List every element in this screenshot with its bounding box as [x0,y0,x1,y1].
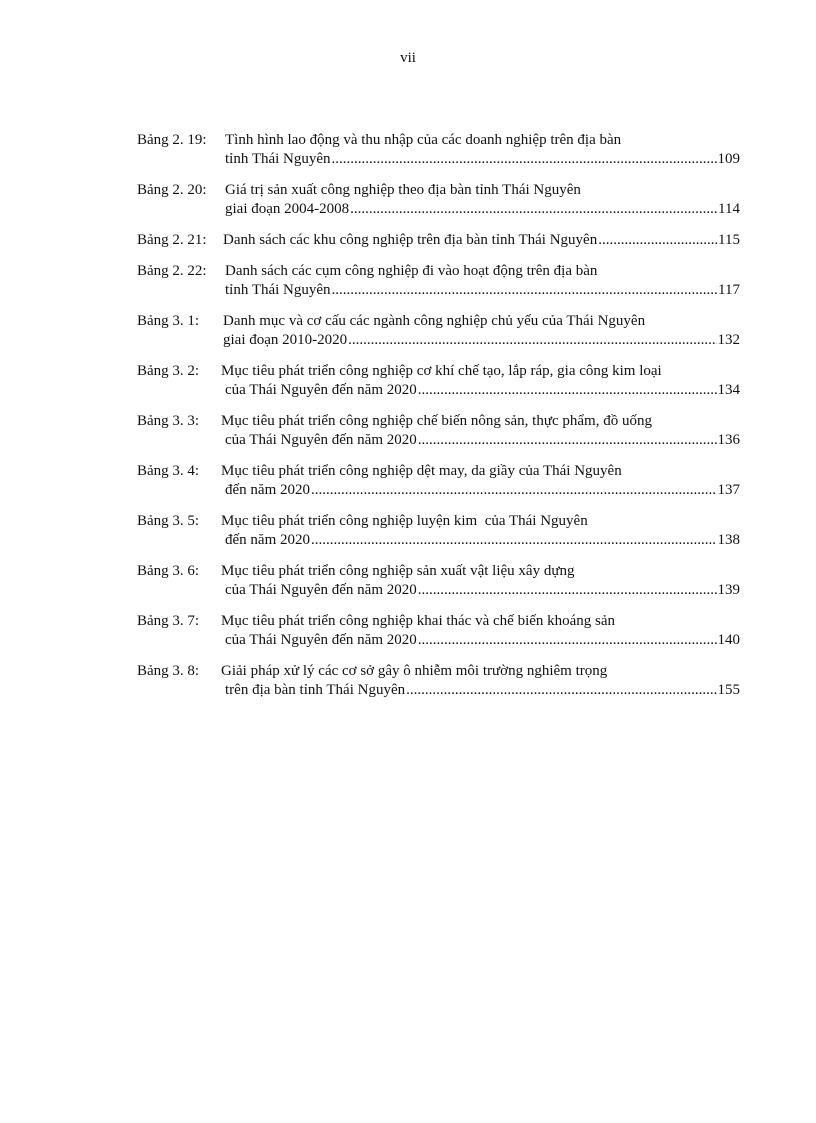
toc-entry[interactable] [137,412,740,450]
entry-title: Mục tiêu phát triển công nghiệp sản xuất vật liệu xây dựng [221,563,575,579]
dot-leader [598,231,717,250]
entry-page-number: 117 [718,282,740,298]
entry-label: Bảng 3. 3: [137,413,200,429]
entry-page-number: 137 [717,482,740,498]
entry-page-number: 136 [717,432,740,448]
entry-label: Bảng 3. 5: [137,513,200,529]
entry-title-continued: giai đoạn 2010-2020 [223,332,348,348]
entry-title-continued: tỉnh Thái Nguyên [225,151,331,167]
toc-entry[interactable] [137,662,740,700]
entry-title: Danh sách các cụm công nghiệp đi vào hoạt động trên địa bàn [225,263,598,279]
entry-title-continued: đến năm 2020 [225,532,310,548]
entry-label: Bảng 3. 7: [137,613,200,629]
toc-entry[interactable] [137,562,740,600]
entry-title: Mục tiêu phát triển công nghiệp chế biến nông sản, thực phẩm, đồ uống [221,413,652,429]
entry-page-number: 138 [717,532,740,548]
entry-page-number: 109 [717,151,740,167]
entry-title-continued: của Thái Nguyên đến năm 2020 [225,432,417,448]
entry-page-number: 134 [717,382,740,398]
toc-entry[interactable] [137,231,740,250]
entry-label: Bảng 3. 4: [137,463,200,479]
entry-label: Bảng 3. 2: [137,363,200,379]
entry-title: Mục tiêu phát triển công nghiệp dệt may, da giầy của Thái Nguyên [221,463,622,479]
entry-label: Bảng 2. 19: [137,132,207,148]
entry-page-number: 139 [717,582,740,598]
entry-title: Mục tiêu phát triển công nghiệp luyện kim của Thái Nguyên [221,513,588,529]
toc-entry[interactable] [137,131,740,169]
toc-entry[interactable] [137,612,740,650]
dot-leader [418,631,717,650]
entry-page-number: 115 [718,232,740,248]
dot-leader [332,150,717,169]
entry-label: Bảng 2. 22: [137,263,207,279]
entry-page-number: 140 [717,632,740,648]
toc-entry[interactable] [137,362,740,400]
toc-entry[interactable] [137,181,740,219]
entry-title: Giá trị sản xuất công nghiệp theo địa bàn tỉnh Thái Nguyên [225,182,581,198]
entry-label: Bảng 3. 8: [137,663,200,679]
entry-title-continued: của Thái Nguyên đến năm 2020 [225,382,417,398]
entry-page-number: 114 [718,201,740,217]
dot-leader [418,431,717,450]
entry-title-continued: đến năm 2020 [225,482,310,498]
entry-page-number: 132 [717,332,740,348]
entry-title-continued: của Thái Nguyên đến năm 2020 [225,582,417,598]
dot-leader [311,481,717,500]
entry-title-continued: tỉnh Thái Nguyên [225,282,331,298]
toc-entry[interactable] [137,462,740,500]
table-of-tables [137,131,740,712]
page-number: vii [400,50,416,66]
entry-title-continued: trên địa bàn tỉnh Thái Nguyên [225,682,406,698]
dot-leader [418,581,717,600]
entry-title: Mục tiêu phát triển công nghiệp cơ khí chế tạo, lắp ráp, gia công kim loại [221,363,662,379]
dot-leader [406,681,716,700]
entry-label: Bảng 3. 1: [137,313,200,329]
entry-title: Tình hình lao động và thu nhập của các doanh nghiệp trên địa bàn [225,132,622,148]
entry-title: Danh sách các khu công nghiệp trên địa bàn tỉnh Thái Nguyên [223,232,598,248]
dot-leader [332,281,718,300]
entry-title: Giải pháp xử lý các cơ sở gây ô nhiễm môi trường nghiêm trọng [221,663,608,679]
toc-entry[interactable] [137,262,740,300]
dot-leader [348,331,716,350]
dot-leader [311,531,717,550]
entry-page-number: 155 [717,682,740,698]
toc-entry[interactable] [137,512,740,550]
toc-entry[interactable] [137,312,740,350]
entry-label: Bảng 2. 21: [137,232,207,248]
dot-leader [418,381,717,400]
entry-label: Bảng 2. 20: [137,182,207,198]
entry-label: Bảng 3. 6: [137,563,200,579]
entry-title-continued: của Thái Nguyên đến năm 2020 [225,632,417,648]
entry-title: Mục tiêu phát triển công nghiệp khai thác và chế biến khoáng sản [221,613,616,629]
entry-title: Danh mục và cơ cấu các ngành công nghiệp chủ yếu của Thái Nguyên [223,313,646,329]
entry-title-continued: giai đoạn 2004-2008 [225,201,350,217]
dot-leader [350,200,717,219]
